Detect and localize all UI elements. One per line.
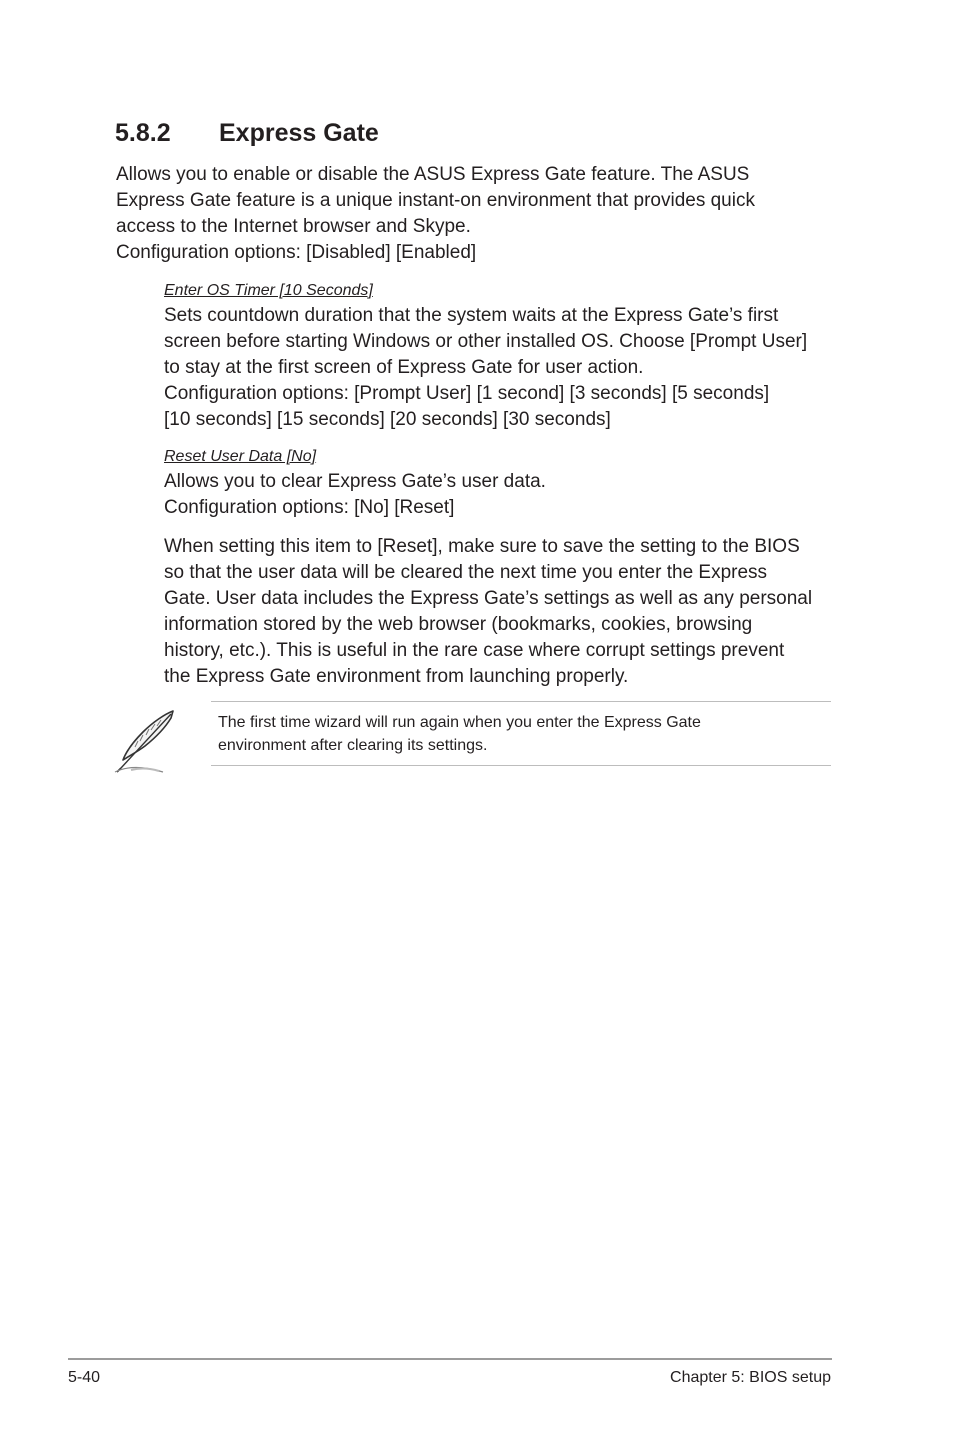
intro-config-line: Configuration options: [Disabled] [Enabled] xyxy=(116,242,477,263)
item-title-enter-os-timer: Enter OS Timer [10 Seconds] xyxy=(164,282,373,299)
section-number: 5.8.2 xyxy=(115,119,171,147)
reset-user-data-detail xyxy=(164,534,812,690)
page-number: 5-40 xyxy=(68,1369,101,1386)
section-title: Express Gate xyxy=(219,119,379,147)
footer-divider xyxy=(68,1358,832,1360)
item-title-reset-user-data: Reset User Data [No] xyxy=(164,448,317,465)
description-line: screen before starting Windows or other installed OS. Choose [Prompt User] xyxy=(164,331,808,352)
detail-line: the Express Gate environment from launching properly. xyxy=(164,666,629,687)
intro-paragraph xyxy=(116,162,755,266)
description-line: Sets countdown duration that the system waits at the Express Gate’s first xyxy=(164,305,779,326)
section-heading xyxy=(115,116,379,150)
enter-os-timer-description xyxy=(164,303,807,433)
detail-line: history, etc.). This is useful in the rare case where corrupt settings prevent xyxy=(164,640,785,661)
detail-line: information stored by the web browser (bookmarks, cookies, browsing xyxy=(164,614,753,635)
note-box xyxy=(211,701,831,766)
config-line: Configuration options: [No] [Reset] xyxy=(164,497,455,518)
description-line: to stay at the first screen of Express Gate for user action. xyxy=(164,357,644,378)
detail-line: When setting this item to [Reset], make sure to save the setting to the BIOS xyxy=(164,536,800,557)
intro-line: access to the Internet browser and Skype. xyxy=(116,216,471,237)
description-line: Allows you to clear Express Gate’s user data. xyxy=(164,471,546,492)
note-text xyxy=(218,711,701,757)
intro-line: Allows you to enable or disable the ASUS Express Gate feature. The ASUS xyxy=(116,164,750,185)
feather-pen-icon xyxy=(113,708,179,774)
detail-line: Gate. User data includes the Express Gate’s settings as well as any personal xyxy=(164,588,813,609)
config-line: [10 seconds] [15 seconds] [20 seconds] [30 seconds] xyxy=(164,409,611,430)
detail-line: so that the user data will be cleared the next time you enter the Express xyxy=(164,562,768,583)
config-line: Configuration options: [Prompt User] [1 second] [3 seconds] [5 seconds] xyxy=(164,383,770,404)
reset-user-data-description xyxy=(164,469,546,521)
chapter-title: Chapter 5: BIOS setup xyxy=(670,1369,831,1386)
note-line: environment after clearing its settings. xyxy=(218,737,488,754)
intro-line: Express Gate feature is a unique instant-on environment that provides quick xyxy=(116,190,755,211)
note-line: The first time wizard will run again when you enter the Express Gate xyxy=(218,714,701,731)
